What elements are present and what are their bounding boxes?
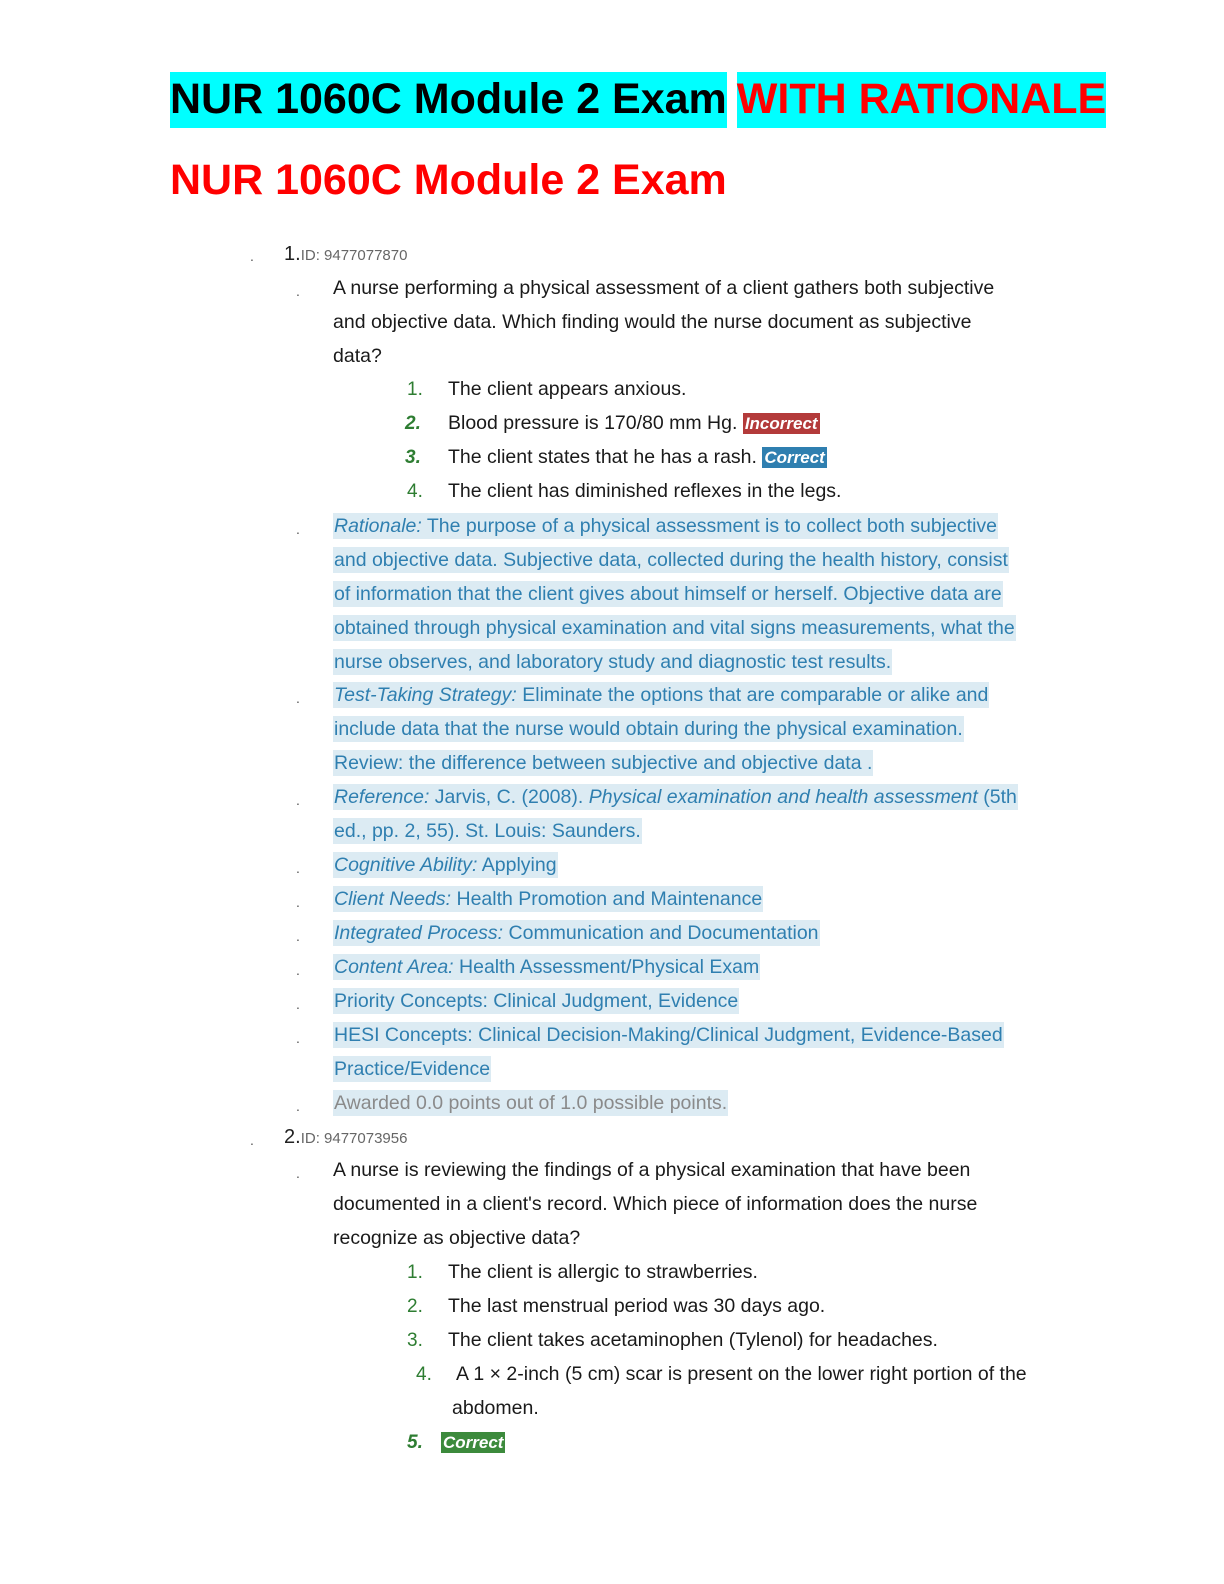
rationale-line [333, 645, 892, 679]
strategy-text: include data that the nurse would obtain during the physical examination. [334, 718, 963, 740]
rationale-line [333, 611, 1016, 645]
q2-stem-line: recognize as objective data? [333, 1227, 581, 1249]
q2-header [284, 1120, 407, 1156]
q2-option-number: 1. [407, 1262, 423, 1283]
client-label: Client Needs: [334, 888, 452, 910]
q2-option[interactable]: The client is allergic to strawberries. [448, 1261, 758, 1283]
q2-option-number: 2. [407, 1296, 423, 1317]
reference-line [333, 814, 642, 848]
reference-text: (5th [977, 786, 1017, 808]
q1-option[interactable]: The client has diminished reflexes in the legs. [448, 480, 842, 502]
q2-id: ID: 9477073956 [300, 1130, 408, 1147]
cognitive-ability [333, 848, 558, 882]
strategy-text: Eliminate the options that are comparable or alike and [516, 684, 989, 706]
bullet: . [296, 283, 300, 299]
q2-number: 2. [284, 1126, 301, 1148]
rationale-text: of information that the client gives about himself or herself. Objective data are [334, 583, 1002, 605]
hesi-text: HESI Concepts: Clinical Decision-Making/Clinical Judgment, Evidence-Based [334, 1024, 1003, 1046]
q1-header [284, 237, 407, 273]
q1-option-number: 4. [407, 481, 423, 502]
q2-option-number: 5. [407, 1432, 423, 1453]
priority-text: Priority Concepts: Clinical Judgment, Evidence [334, 990, 739, 1012]
bullet: . [296, 690, 300, 706]
client-value: Health Promotion and Maintenance [451, 888, 763, 910]
bullet: . [296, 1165, 300, 1181]
title-main: NUR 1060C Module 2 Exam [170, 72, 727, 128]
strategy-label: Test-Taking Strategy: [334, 684, 517, 706]
incorrect-badge: Incorrect [744, 414, 818, 433]
strategy-line [333, 712, 964, 746]
q2-stem-line: documented in a client's record. Which piece of information does the nurse [333, 1193, 978, 1215]
q1-option[interactable] [448, 440, 827, 475]
document-title [170, 72, 1106, 128]
bullet: . [296, 1098, 300, 1114]
awarded-points [333, 1086, 728, 1120]
awarded-text: Awarded 0.0 points out of 1.0 possible points. [334, 1092, 728, 1114]
bullet: . [296, 928, 300, 944]
bullet: . [250, 248, 254, 264]
q1-stem-line: and objective data. Which finding would the nurse document as subjective [333, 311, 972, 333]
q1-number: 1. [284, 243, 301, 265]
bullet: . [296, 792, 300, 808]
strategy-text: Review: the difference between subjective and objective data . [334, 752, 873, 774]
q1-option-number: 1. [407, 379, 423, 400]
bullet: . [296, 996, 300, 1012]
cognitive-label: Cognitive Ability: [334, 854, 478, 876]
q1-id: ID: 9477077870 [300, 247, 408, 264]
bullet: . [296, 894, 300, 910]
q2-option-number: 3. [407, 1330, 423, 1351]
bullet: . [296, 1030, 300, 1046]
q2-option[interactable]: A 1 × 2-inch (5 cm) scar is present on the lower right portion of the [456, 1363, 1027, 1385]
q2-option[interactable] [441, 1425, 505, 1460]
rationale-text: obtained through physical examination and vital signs measurements, what the [334, 617, 1015, 639]
content-value: Health Assessment/Physical Exam [453, 956, 760, 978]
bullet: . [296, 962, 300, 978]
q2-option-number: 4. [416, 1364, 432, 1385]
q2-option[interactable]: The last menstrual period was 30 days ago. [448, 1295, 826, 1317]
rationale-line [333, 543, 1009, 577]
q1-option-text: Blood pressure is 170/80 mm Hg. [448, 412, 738, 434]
rationale-text: The purpose of a physical assessment is to collect both subjective [421, 515, 998, 537]
rationale-label: Rationale: [334, 515, 422, 537]
correct-badge: Correct [443, 1433, 504, 1452]
q1-stem-line: A nurse performing a physical assessment of a client gathers both subjective [333, 277, 995, 299]
strategy-line [333, 746, 873, 780]
content-area [333, 950, 760, 984]
q1-option-text: The client states that he has a rash. [448, 446, 757, 468]
q1-option[interactable]: The client appears anxious. [448, 378, 687, 400]
client-needs [333, 882, 763, 916]
rationale-line [333, 509, 998, 543]
correct-badge: Correct [764, 448, 825, 467]
bullet: . [250, 1132, 254, 1148]
reference-text: Jarvis, C. (2008). [429, 786, 589, 808]
process-label: Integrated Process: [334, 922, 504, 944]
q1-option[interactable] [448, 406, 820, 441]
integrated-process [333, 916, 820, 950]
rationale-text: and objective data. Subjective data, collected during the health history, consist [334, 549, 1008, 571]
q1-option-number: 2. [405, 413, 421, 434]
q1-option-number: 3. [405, 447, 421, 468]
q2-option[interactable]: The client takes acetaminophen (Tylenol) for headaches. [448, 1329, 938, 1351]
rationale-text: nurse observes, and laboratory study and diagnostic test results. [334, 651, 892, 673]
q2-stem-line: A nurse is reviewing the findings of a physical examination that have been [333, 1159, 971, 1181]
strategy-line [333, 678, 989, 712]
reference-book: Physical examination and health assessment [588, 786, 978, 808]
reference-label: Reference: [334, 786, 430, 808]
q1-stem-line: data? [333, 345, 382, 367]
process-value: Communication and Documentation [503, 922, 819, 944]
q2-option-continued: abdomen. [452, 1397, 539, 1419]
reference-text: ed., pp. 2, 55). St. Louis: Saunders. [334, 820, 641, 842]
reference-line [333, 780, 1018, 814]
document-subtitle: NUR 1060C Module 2 Exam [170, 156, 727, 204]
priority-concepts [333, 984, 739, 1018]
rationale-line [333, 577, 1003, 611]
content-label: Content Area: [334, 956, 454, 978]
bullet: . [296, 860, 300, 876]
hesi-concepts [333, 1052, 491, 1086]
bullet: . [296, 521, 300, 537]
hesi-text: Practice/Evidence [334, 1058, 491, 1080]
title-rationale: WITH RATIONALE [737, 72, 1106, 128]
hesi-concepts [333, 1018, 1004, 1052]
cognitive-value: Applying [477, 854, 557, 876]
